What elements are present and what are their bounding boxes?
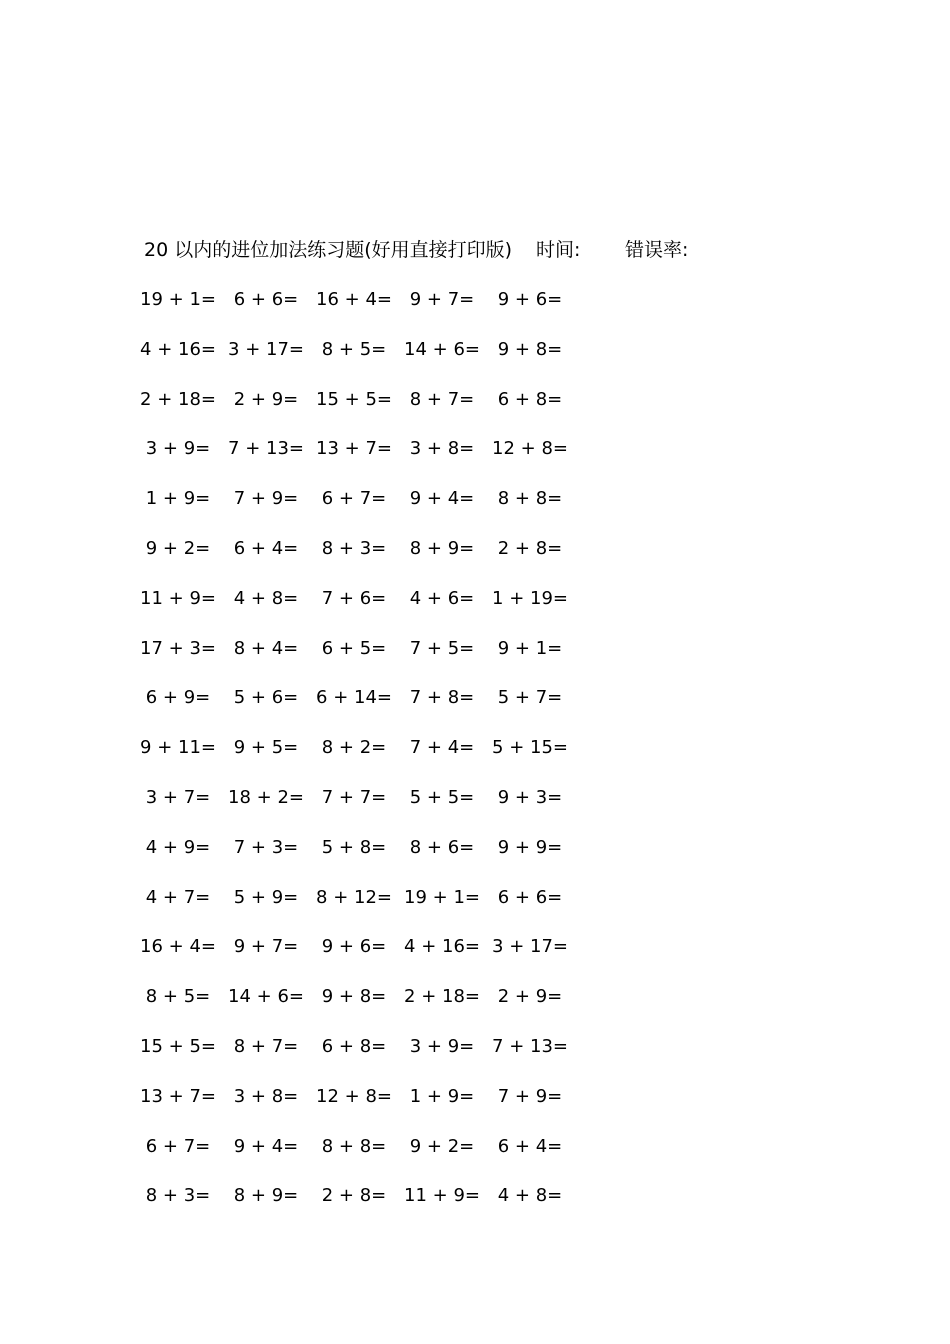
problem-cell: 7 + 9= (497, 1085, 563, 1107)
problem-cell: 5 + 15= (492, 737, 568, 759)
problem-cell: 6 + 4= (233, 537, 299, 559)
error-rate-label: 错误率: (625, 239, 689, 261)
problem-cell: 7 + 3= (233, 836, 299, 858)
problem-cell: 4 + 7= (145, 886, 211, 908)
problem-cell: 2 + 8= (497, 537, 563, 559)
problem-row (140, 386, 604, 436)
problem-cell: 8 + 3= (145, 1185, 211, 1207)
problem-cell: 7 + 9= (233, 488, 299, 510)
problem-row (144, 485, 604, 535)
problem-cell: 3 + 9= (409, 1035, 475, 1057)
problem-row (144, 983, 604, 1033)
problem-cell: 9 + 3= (497, 786, 563, 808)
problem-cell: 6 + 14= (316, 687, 392, 709)
problem-cell: 8 + 9= (409, 537, 475, 559)
problem-cell: 6 + 7= (321, 488, 387, 510)
problem-cell: 18 + 2= (228, 786, 304, 808)
problem-cell: 3 + 17= (492, 936, 568, 958)
problem-cell: 5 + 5= (409, 786, 475, 808)
problem-cell: 11 + 9= (140, 587, 216, 609)
problem-row (144, 684, 604, 734)
problem-grid (140, 286, 604, 1232)
problem-cell: 14 + 6= (228, 986, 304, 1008)
problem-cell: 5 + 7= (497, 687, 563, 709)
problem-cell: 13 + 7= (316, 438, 392, 460)
problem-cell: 4 + 8= (233, 587, 299, 609)
problem-cell: 5 + 8= (321, 836, 387, 858)
problem-cell: 3 + 7= (145, 786, 211, 808)
problem-cell: 7 + 8= (409, 687, 475, 709)
problem-cell: 9 + 9= (497, 836, 563, 858)
problem-row (140, 933, 604, 983)
problem-cell: 8 + 7= (233, 1035, 299, 1057)
problem-cell: 3 + 17= (228, 338, 304, 360)
problem-cell: 9 + 8= (497, 338, 563, 360)
problem-cell: 16 + 4= (316, 289, 392, 310)
problem-cell: 9 + 4= (409, 488, 475, 510)
problem-cell: 9 + 1= (497, 637, 563, 659)
problem-row (144, 535, 604, 585)
problem-cell: 2 + 18= (140, 388, 216, 410)
problem-cell: 9 + 6= (497, 289, 563, 310)
problem-cell: 6 + 7= (145, 1135, 211, 1157)
problem-cell: 2 + 9= (233, 388, 299, 410)
problem-cell: 15 + 5= (140, 1035, 216, 1057)
problem-cell: 9 + 7= (409, 289, 475, 310)
problem-cell: 6 + 8= (497, 388, 563, 410)
problem-cell: 9 + 8= (321, 986, 387, 1008)
problem-cell: 6 + 8= (321, 1035, 387, 1057)
problem-cell: 13 + 7= (140, 1085, 216, 1107)
problem-cell: 7 + 6= (321, 587, 387, 609)
problem-cell: 9 + 11= (140, 737, 216, 759)
worksheet-title: 20 以内的进位加法练习题(好用直接打印版) (144, 239, 513, 261)
problem-cell: 8 + 7= (409, 388, 475, 410)
problem-cell: 7 + 5= (409, 637, 475, 659)
problem-cell: 4 + 16= (404, 936, 480, 958)
problem-row (140, 1083, 604, 1133)
problem-cell: 4 + 8= (497, 1185, 563, 1207)
problem-cell: 9 + 4= (233, 1135, 299, 1157)
problem-cell: 9 + 5= (233, 737, 299, 759)
problem-cell: 19 + 1= (140, 289, 216, 310)
problem-row (144, 884, 604, 934)
problem-cell: 3 + 8= (409, 438, 475, 460)
problem-row (140, 635, 604, 685)
time-label: 时间: (536, 239, 581, 261)
problem-cell: 12 + 8= (492, 438, 568, 460)
problem-cell: 6 + 6= (233, 289, 299, 310)
problem-cell: 9 + 2= (145, 537, 211, 559)
problem-cell: 12 + 8= (316, 1085, 392, 1107)
problem-cell: 7 + 13= (492, 1035, 568, 1057)
problem-cell: 8 + 3= (321, 537, 387, 559)
problem-row (140, 734, 604, 784)
problem-cell: 17 + 3= (140, 637, 216, 659)
problem-cell: 1 + 9= (409, 1085, 475, 1107)
problem-cell: 11 + 9= (404, 1185, 480, 1207)
problem-cell: 9 + 7= (233, 936, 299, 958)
problem-cell: 8 + 12= (316, 886, 392, 908)
problem-cell: 8 + 9= (233, 1185, 299, 1207)
problem-cell: 8 + 2= (321, 737, 387, 759)
problem-cell: 9 + 6= (321, 936, 387, 958)
problem-cell: 8 + 4= (233, 637, 299, 659)
problem-cell: 8 + 5= (145, 986, 211, 1008)
problem-cell: 6 + 4= (497, 1135, 563, 1157)
problem-cell: 7 + 13= (228, 438, 304, 460)
problem-row (140, 286, 604, 336)
problem-cell: 6 + 6= (497, 886, 563, 908)
problem-cell: 3 + 9= (145, 438, 211, 460)
problem-cell: 16 + 4= (140, 936, 216, 958)
problem-row (144, 784, 604, 834)
problem-row (144, 435, 604, 485)
problem-row (140, 585, 604, 635)
problem-cell: 2 + 8= (321, 1185, 387, 1207)
problem-cell: 15 + 5= (316, 388, 392, 410)
problem-cell: 1 + 9= (145, 488, 211, 510)
problem-cell: 6 + 9= (145, 687, 211, 709)
problem-cell: 8 + 6= (409, 836, 475, 858)
problem-cell: 7 + 4= (409, 737, 475, 759)
problem-cell: 1 + 19= (492, 587, 568, 609)
problem-cell: 3 + 8= (233, 1085, 299, 1107)
problem-cell: 7 + 7= (321, 786, 387, 808)
problem-cell: 4 + 9= (145, 836, 211, 858)
problem-cell: 8 + 8= (321, 1135, 387, 1157)
problem-cell: 5 + 6= (233, 687, 299, 709)
problem-cell: 19 + 1= (404, 886, 480, 908)
problem-cell: 6 + 5= (321, 637, 387, 659)
problem-row (144, 1133, 604, 1183)
problem-row (144, 834, 604, 884)
problem-cell: 14 + 6= (404, 338, 480, 360)
problem-cell: 8 + 5= (321, 338, 387, 360)
problem-cell: 2 + 18= (404, 986, 480, 1008)
problem-cell: 9 + 2= (409, 1135, 475, 1157)
problem-cell: 4 + 16= (140, 338, 216, 360)
problem-cell: 4 + 6= (409, 587, 475, 609)
problem-row (144, 1182, 604, 1232)
problem-row (140, 336, 604, 386)
problem-cell: 8 + 8= (497, 488, 563, 510)
problem-row (140, 1033, 604, 1083)
problem-cell: 2 + 9= (497, 986, 563, 1008)
problem-cell: 5 + 9= (233, 886, 299, 908)
